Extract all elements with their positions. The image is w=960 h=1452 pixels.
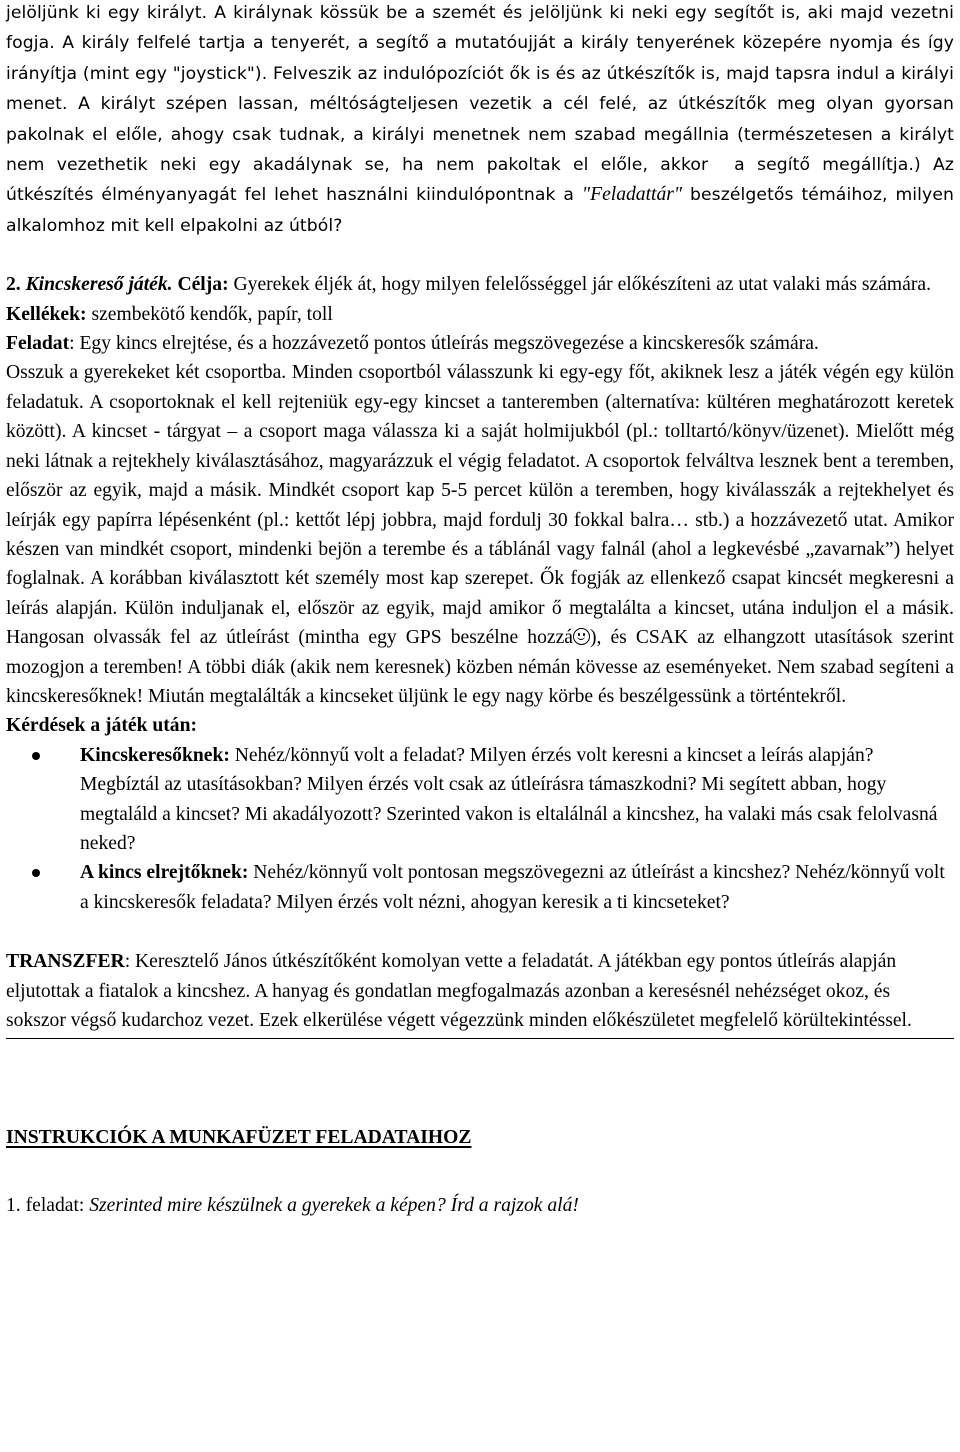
bullet-icon [32,869,40,877]
game-task-text: : Egy kincs elrejtése, és a hozzávezető pontos útleírás megszövegezése a kincskeresők számára. [69,333,819,355]
game-body-text-a: Osszuk a gyerekeket két csoportba. Minden csoportból válasszunk ki egy-egy főt, akiknek lesz a játék végén egy külön feladatuk. A csoportoknak el kell rejteniük egy-egy kincset a tanteremben (alternatíva: kültéren meghatározott keretek között). A kincset - tárgyat – a csoport maga válassza ki a saját holmijukból (pl.: tolltartó/könyv/üzenet). Mielőtt még neki látnak a rejtekhely kiválasztásához, magyarázzuk el végig feladatot. A csoportok felváltva lesznek bent a teremben, először az egyik, majd a másik. Mindkét csoport kap 5-5 percet külön a teremben, hogy kiválasszák a rejtekhelyet és leírják egy papírra lépésenként (pl.: kettőt lépj jobbra, majd fordulj 30 fokkal balra… stb.) a hozzávezető utat. Amikor készen van mindkét csoport, mindenki bejön a terembe és a táblánál vagy falnál (ahol a legkevésbé „zavarnak”) helyet foglalnak. A korábban kiválasztott két személy most kap szerepet. Ők fogják az ellenkező csapat kincsét megkeresni a leírás alapján. Külön induljanak el, először az egyik, majd amikor ő megtalálta a kincset, utána induljon el a másik. Hangosan olvassák fel az útleírást (mintha egy GPS beszélne hozzá [6,362,954,649]
intro-text-d: beszélgetős témáihoz, milyen alkalomhoz mit kell elpakolni az útból? [6,185,954,236]
transfer-text: : Keresztelő János útkészítőként komolyan vette a feladatát. A játékban egy pontos útleírás alapján eljutottak a fiatalok a kincshez. A hanyag és gondatlan megfogalmazás azonban a keresésnél nehézséget okoz, és sokszor végső kudarchoz vezet. Ezek elkerülése végett végezzünk minden előkészületet megfelelő körültekintéssel. [6,951,912,1031]
task-1-paragraph [6,1191,954,1220]
intro-text-a: jelöljünk ki egy királyt. A királynak kössük be a szemét és jelöljünk ki neki egy segítőt is, aki majd vezetni fogja. A király felfelé tartja a tenyerét, a segítő a mutatóujját a király tenyerének közepére nyomja és így irányítja (mint egy "joystick"). Felveszik az indulópozíciót ők is és az útkészítők is, majd tapsra indul a királyi menet. [6,3,954,115]
list-item [6,858,954,917]
game-task-label: Feladat [6,333,70,355]
intro-paragraph [6,0,954,241]
game-title: Kincskereső játék. [25,274,173,296]
game-task-paragraph [6,329,954,358]
intro-text-b: A királyt szépen lassan, méltóságteljesen vezetik a cél felé, az útkészítők meg olyan gyorsan pakolnak el előle, ahogy csak tudnak, a királyi menetnek nem szabad megállnia (természetesen a királyt nem vezethetik neki egy akadálynak se, ha nem pakoltak el előle, akkor [6,94,954,176]
instructions-title: INSTRUKCIÓK A MUNKAFÜZET FELADATAIHOZ [6,1127,472,1149]
intro-italic-reference: "Feladattár" [581,184,683,206]
list-item [6,741,954,859]
question-text: Nehéz/könnyű volt a feladat? Milyen érzés volt keresni a kincset a leírás alapján? Megbíztál az utasításokban? Milyen érzés volt csak az útleírásra támaszkodni? Mi segített abban, hogy megtaláld a kincset? Mi akadályozott? Szerinted vakon is eltalálnál a kincshez, ha valaki más csak felolvasná neked? [80,744,938,854]
question-label: Kincskeresőknek: [80,744,230,766]
game-tools-text: szembekötő kendők, papír, toll [86,303,333,325]
smiley-face-icon [573,628,590,645]
questions-title-paragraph [6,711,954,740]
questions-list [6,741,954,917]
transfer-paragraph [6,947,954,1035]
question-text: Nehéz/könnyű volt pontosan megszövegezni az útleírást a kincshez? Nehéz/könnyű volt a kincskeresők feladata? Milyen érzés volt nézni, ahogyan keresik a ti kincseteket? [80,862,945,913]
game-body-text-b: ), és CSAK az elhangzott utasítások szerint mozogjon a teremben! A többi diák (akik nem keresnek) közben némán kövesse az eseményeket. Nem szabad segíteni a kincskeresőknek! Miután megtalálták a kincseket üljünk le egy nagy körbe és beszélgessünk a történtekről. [6,627,955,707]
question-label: A kincs elrejtőknek: [80,862,249,884]
game-body-paragraph [6,358,954,711]
questions-title: Kérdések a játék után: [6,715,198,737]
game-number: 2. [6,274,26,296]
task-1-prefix: 1. feladat: [6,1194,90,1216]
game-tools-label: Kellékek: [6,303,87,325]
game-goal-text: Gyerekek éljék át, hogy milyen felelősséggel jár előkészíteni az utat valaki más számára. [228,274,931,296]
section-divider [6,1038,954,1039]
intro-text-c: a segítő megállítja.) Az útkészítés élményanyagát fel lehet használni kiindulópontnak a [6,155,954,206]
game-heading-paragraph [6,270,954,299]
game-goal-label: Célja: [177,274,229,296]
game-tools-paragraph [6,300,954,329]
transfer-label: TRANSZFER [6,951,125,973]
task-1-text: Szerinted mire készülnek a gyerekek a képen? Írd a rajzok alá! [89,1194,579,1216]
bullet-icon [32,752,40,760]
